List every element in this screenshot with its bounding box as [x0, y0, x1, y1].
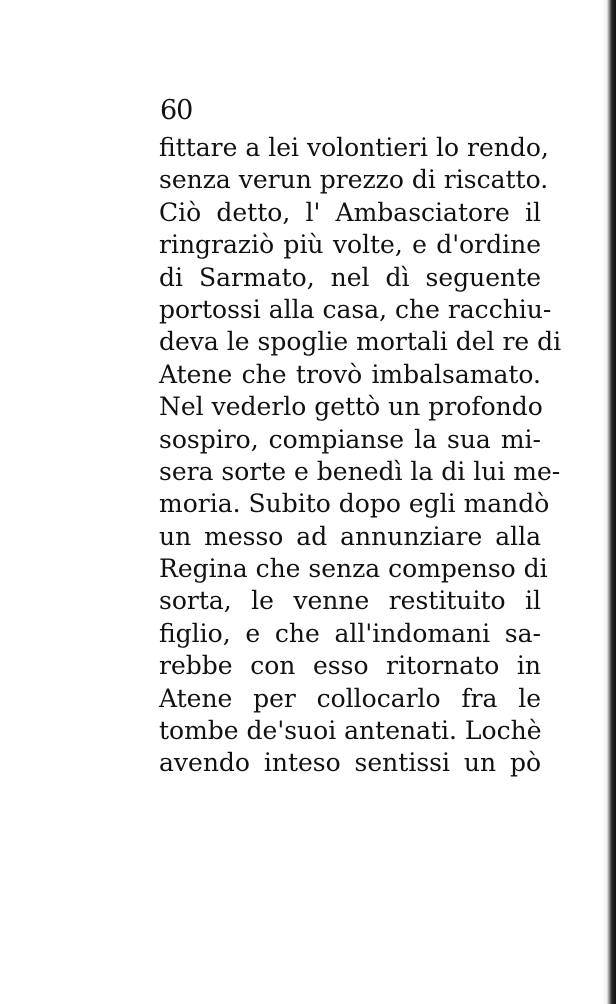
text-line: Regina che senza compenso di: [159, 554, 548, 584]
page-number: 60: [160, 95, 193, 126]
text-line: fittare a lei volontieri lo rendo,: [159, 133, 549, 162]
body-text: [159, 132, 562, 780]
text-line: moria. Subito dopo egli mandò: [159, 489, 550, 519]
text-line: figlio, e che all'indomani sa-: [159, 618, 541, 648]
text-line: sera sorte e benedì la di lui me-: [159, 456, 561, 486]
text-line: senza verun prezzo di riscatto.: [159, 165, 549, 195]
text-line: un messo ad annunziare alla: [159, 521, 541, 551]
text-line: Atene per collocarlo fra le: [159, 683, 541, 713]
text-line: portossi alla casa, che racchiu-: [159, 294, 552, 324]
text-line: deva le spoglie mortali del re di: [159, 327, 562, 357]
text-line: tombe de'suoi antenati. Lochè: [159, 716, 542, 746]
page-edge-shadow: [602, 0, 616, 1004]
text-line: avendo inteso sentissi un pò: [159, 748, 541, 778]
text-line: rebbe con esso ritornato in: [159, 651, 541, 681]
text-line: ringraziò più volte, e d'ordine: [159, 230, 541, 260]
text-line: sorta, le venne restituito il: [159, 586, 541, 616]
text-line: di Sarmato, nel dì seguente: [159, 262, 541, 292]
text-line: sospiro, compianse la sua mi-: [159, 424, 541, 454]
text-line: Nel vederlo gettò un profondo: [159, 392, 543, 422]
text-line: Ciò detto, l' Ambasciatore il: [159, 197, 541, 227]
text-line: Atene che trovò imbalsamato.: [159, 359, 541, 389]
